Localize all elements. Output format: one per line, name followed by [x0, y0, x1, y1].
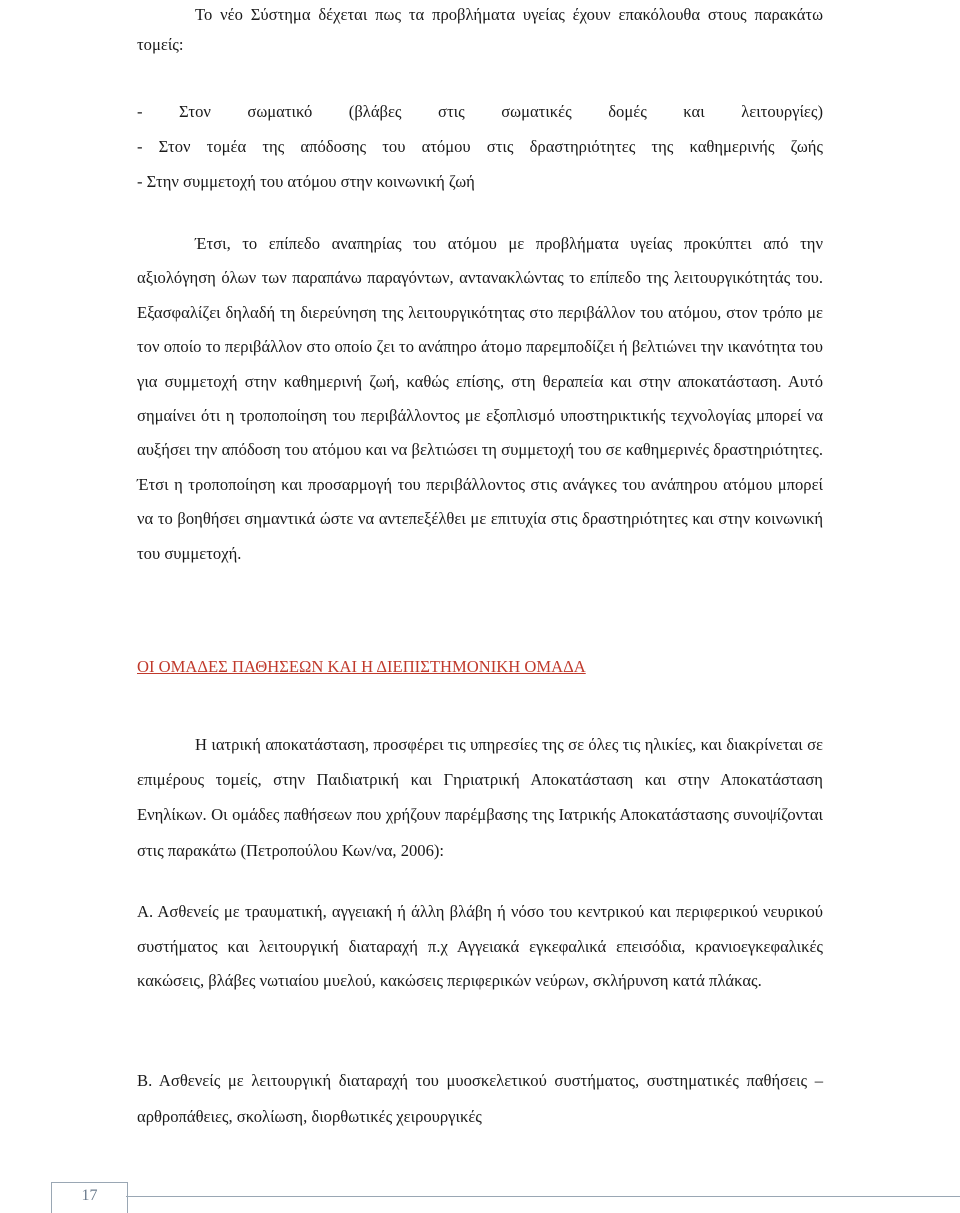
consequence-list [137, 94, 823, 199]
disability-level-paragraph: Έτσι, το επίπεδο αναπηρίας του ατόμου με προβλήματα υγείας προκύπτει από την αξιολόγηση όλων των παραπάνω παραγόντων, αντανακλώντας το επίπεδο της λειτουργικότητάς του. Εξασφαλίζει δηλαδή τη διερεύνηση της λειτουργικότητας στο περιβάλλον του ατόμου, στον τρόπο με τον οποίο το περιβάλλον στο οποίο ζει το ανάπηρο άτομο παρεμποδίζει ή βελτιώνει την ικανότητα του για συμμετοχή στην καθημερινή ζωή, καθώς επίσης, στη θεραπεία και στην αποκατάσταση. Αυτό σημαίνει ότι η τροποποίηση του περιβάλλοντος με εξοπλισμό υποστηρικτικής τεχνολογίας μπορεί να αυξήσει την απόδοση του ατόμου και να βελτιώσει τη συμμετοχή του σε καθημερινές δραστηριότητες. Έτσι η τροποποίηση και προσαρμογή του περιβάλλοντος στις ανάγκες του ανάπηρου ατόμου μπορεί να το βοηθήσει σημαντικά ώστε να αντεπεξέλθει με επιτυχία στις δραστηριότητες και στην κοινωνική του συμμετοχή. [137, 234, 823, 563]
list-item: - Στην συμμετοχή του ατόμου στην κοινωνική ζωή [137, 172, 475, 191]
intro-paragraph: Το νέο Σύστημα δέχεται πως τα προβλήματα υγείας έχουν επακόλουθα στους παρακάτω τομείς: [137, 5, 823, 54]
page-number: 17 [51, 1182, 128, 1213]
list-item-a: Α. Ασθενείς με τραυματική, αγγειακή ή άλλη βλάβη ή νόσο του κεντρικού και περιφερικού νευρικού συστήματος και λειτουργική διαταραχή π.χ Αγγειακά εγκεφαλικά επεισόδια, κρανιοεγκεφαλικές κακώσεις, βλάβες νωτιαίου μυελού, κακώσεις περιφερικών νεύρων, σκλήρυνση κατά πλάκας. [137, 902, 823, 990]
list-item: - Στον τομέα της απόδοσης του ατόμου στις δραστηριότητες της καθημερινής ζωής [137, 137, 823, 156]
section-heading: ΟΙ ΟΜΑΔΕΣ ΠΑΘΗΣΕΩΝ ΚΑΙ Η ΔΙΕΠΙΣΤΗΜΟΝΙΚΗ ΟΜΑΔΑ [137, 657, 586, 676]
rehabilitation-paragraph: Η ιατρική αποκατάσταση, προσφέρει τις υπηρεσίες της σε όλες τις ηλικίες, και διακρίνεται σε επιμέρους τομείς, στην Παιδιατρική και Γηριατρική Αποκατάσταση και στην Αποκατάσταση Ενηλίκων. Οι ομάδες παθήσεων που χρήζουν παρέμβασης της Ιατρικής Αποκατάστασης συνοψίζονται στις παρακάτω (Πετροπούλου Κων/να, 2006): [137, 735, 823, 860]
footer-divider [126, 1196, 960, 1197]
list-item: - Στον σωματικό (βλάβες στις σωματικές δομές και λειτουργίες) [137, 102, 823, 121]
list-item-b: Β. Ασθενείς με λειτουργική διαταραχή του μυοσκελετικού συστήματος, συστηματικές παθήσεις – αρθροπάθειες, σκολίωση, διορθωτικές χειρουργικές [137, 1071, 823, 1126]
